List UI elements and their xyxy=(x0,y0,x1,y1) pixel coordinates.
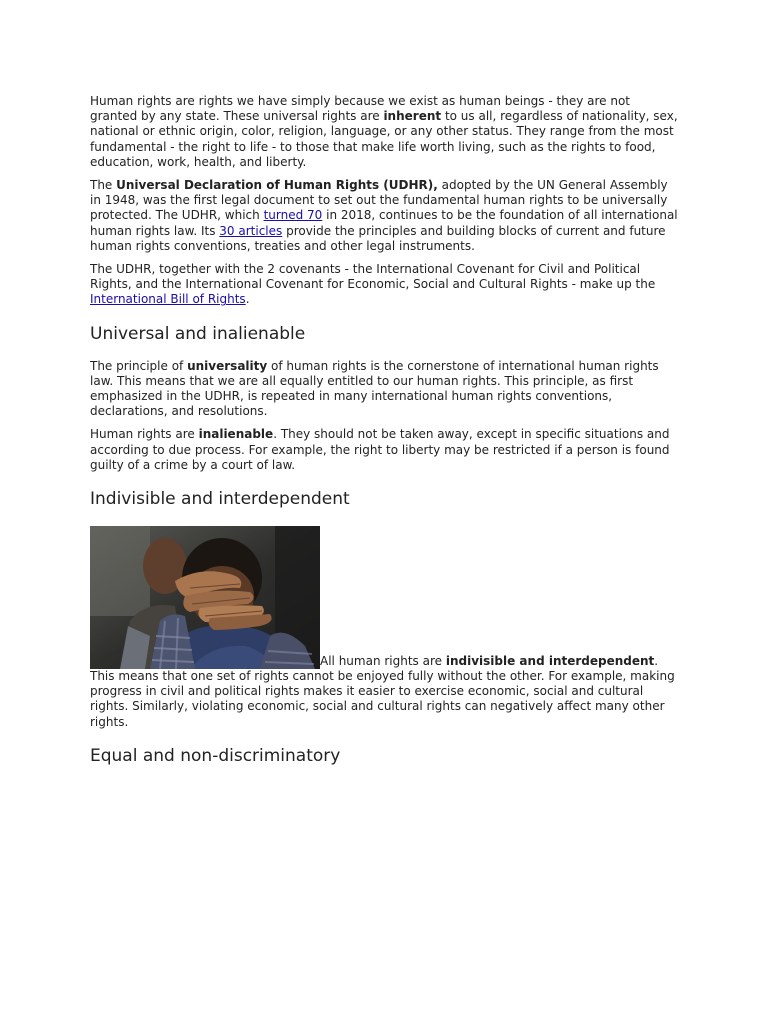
hands-covering-face-photo xyxy=(90,526,320,669)
text: The UDHR, together with the 2 covenants - the International Covenant for Civil and Political Rights, and the International Covenant for Economic, Social and Cultural Rights - make up the xyxy=(90,262,656,292)
paragraph-udhr xyxy=(90,178,680,254)
bold-inherent: inherent xyxy=(383,109,442,124)
text: of human rights is the cornerstone of international human rights law. This means that we are all equally entitled to our human rights. This principle, as first emphasized in the UDHR, is repeated in many international human rights conventions, declarations, and resolutions. xyxy=(90,358,659,419)
text: to us all, regardless of nationality, sex, national or ethnic origin, color, religion, language, or any other status. They range from the most fundamental - the right to life - to those that make life worth living, such as the rights to food, education, work, health, and liberty. xyxy=(90,109,678,169)
article-body xyxy=(90,94,680,767)
text: Human rights are xyxy=(90,427,199,442)
bold-inalienable: inalienable xyxy=(198,427,274,442)
text: . xyxy=(245,292,250,307)
text: Human rights are rights we have simply because we exist as human beings - they are not granted by any state. These universal rights are xyxy=(90,94,630,124)
bold-indivisible: indivisible and interdependent xyxy=(445,653,655,668)
link-30-articles[interactable]: 30 articles xyxy=(219,223,283,238)
paragraph-indivisible xyxy=(90,526,680,730)
bold-udhr: Universal Declaration of Human Rights (UDHR), xyxy=(116,178,438,193)
text: . This means that one set of rights cannot be enjoyed fully without the other. For example, making progress in civil and political rights makes it easier to exercise economic, social and cultural rights. Similarly, violating economic, social and cultural rights can negatively affect many other rights. xyxy=(90,653,675,729)
paragraph-universality xyxy=(90,359,680,420)
text: in 2018, continues to be the foundation of all international human rights law. Its xyxy=(90,208,678,238)
text: adopted by the UN General Assembly in 1948, was the first legal document to set out the fundamental human rights to be universally protected. The UDHR, which xyxy=(90,178,668,223)
heading-indivisible-interdependent: Indivisible and interdependent xyxy=(90,489,350,510)
paragraph-intro xyxy=(90,94,680,170)
heading-equal-non-discriminatory: Equal and non-discriminatory xyxy=(90,745,341,766)
text: The xyxy=(90,178,117,193)
link-international-bill-of-rights[interactable]: International Bill of Rights xyxy=(90,292,246,307)
text: . They should not be taken away, except in specific situations and according to due process. For example, the right to liberty may be restricted if a person is found guilty of a crime by a court of law. xyxy=(90,427,670,472)
link-turned-70[interactable]: turned 70 xyxy=(263,208,323,223)
text: The principle of xyxy=(90,358,188,373)
text: provide the principles and building blocks of current and future human rights conventions, treaties and other legal instruments. xyxy=(90,223,666,253)
paragraph-bill-of-rights xyxy=(90,262,680,308)
heading-universal-inalienable: Universal and inalienable xyxy=(90,323,306,344)
bold-universality: universality xyxy=(187,358,268,373)
paragraph-inalienable xyxy=(90,427,680,473)
text: All human rights are xyxy=(320,653,446,668)
